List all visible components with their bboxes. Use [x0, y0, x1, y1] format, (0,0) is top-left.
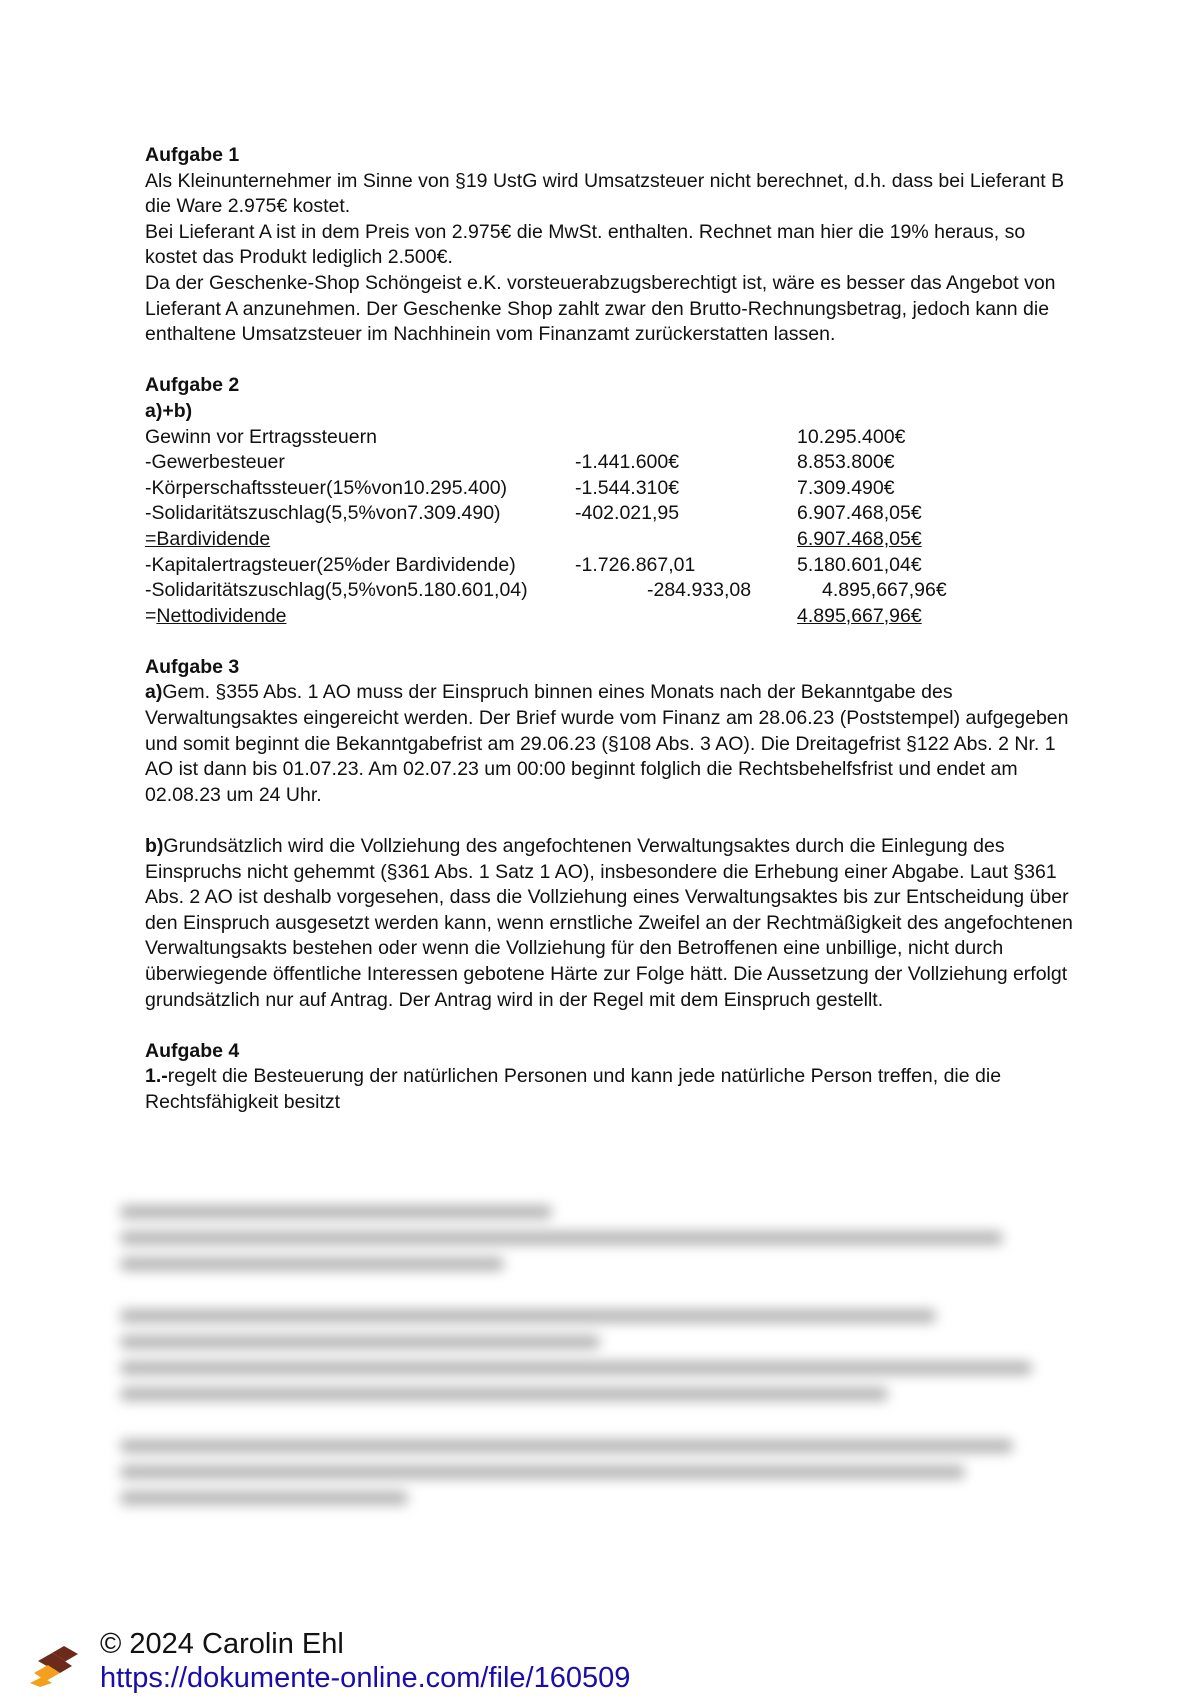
- aufgabe-1-text-1: Als Kleinunternehmer im Sinne von §19 UstG wird Umsatzsteuer nicht berechnet, d.h. dass bei Lieferant B die Ware 2.975€ kostet.: [145, 169, 1065, 218]
- calc-row: [145, 450, 1022, 476]
- blurred-preview-content: [120, 1205, 1080, 1585]
- calc-row: [145, 553, 1022, 579]
- calc-label: Gewinn vor Ertragssteuern: [145, 425, 377, 448]
- calc-label: =Bardividende: [145, 527, 271, 550]
- calc-result: 5.180.601,04€: [797, 553, 922, 576]
- calc-row: [145, 425, 1022, 451]
- calc-result: 10.295.400€: [797, 425, 906, 448]
- aufgabe-3a-text: Gem. §355 Abs. 1 AO muss der Einspruch binnen eines Monats nach der Bekanntgabe des Verwaltungsaktes eingereicht werden. Der Brief wurde vom Finanz am 28.06.23 (Poststempel) aufgegeben und somit beginnt die Bekanntgabefrist am 29.06.23 (§108 Abs. 3 AO). Die Dreitagefrist §122 Abs. 2 Nr. 1 AO ist dann bis 01.07.23. Am 02.07.23 um 00:00 beginnt folglich die Rechtsbehelfsfrist und endet am 02.08.23 um 24 Uhr.: [145, 681, 1069, 806]
- aufgabe-3a-label: a): [145, 681, 163, 704]
- aufgabe-1-text-3: Da der Geschenke-Shop Schöngeist e.K. vorsteuerabzugsberechtigt ist, wäre es besser das Angebot von Lieferant A anzunehmen. Der Geschenke Shop zahlt zwar den Brutto-Rechnungsbetrag, jedoch kann die enthaltene Umsatzsteuer im Nachhinein vom Finanzamt zurückerstatten lassen.: [145, 271, 1056, 346]
- calc-row: [145, 604, 1022, 630]
- aufgabe-3-section: [145, 655, 1075, 1013]
- aufgabe-3-heading: Aufgabe 3: [145, 655, 240, 678]
- aufgabe-3b-label: b): [145, 835, 164, 858]
- copyright-text: © 2024 Carolin Ehl: [100, 1628, 344, 1660]
- calc-result: 4.895,667,96€: [797, 604, 922, 627]
- calc-amount: -402.021,95: [575, 502, 680, 525]
- calc-amount: [575, 527, 797, 553]
- dokumente-online-logo-icon: [30, 1639, 84, 1687]
- aufgabe-4-section: [145, 1039, 1075, 1116]
- aufgabe-4-item-1-text: regelt die Besteuerung der natürlichen Personen und kann jede natürliche Person treffen, die die Rechtsfähigkeit besitzt: [145, 1065, 1002, 1113]
- calc-result: 4.895,667,96€: [822, 579, 947, 602]
- calc-label: -Solidaritätszuschlag(5,5%von5.180.601,04): [145, 579, 528, 602]
- calc-amount: -284.933,08: [647, 579, 752, 602]
- calc-label: -Kapitalertragsteuer(25%der Bardividende): [145, 553, 516, 576]
- aufgabe-2-section: [145, 373, 1075, 629]
- calc-result: 6.907.468,05€: [797, 527, 922, 550]
- document-body: [145, 143, 1075, 1116]
- aufgabe-1-heading: Aufgabe 1: [145, 144, 240, 166]
- calc-result: 7.309.490€: [797, 476, 895, 499]
- calc-result: 6.907.468,05€: [797, 502, 922, 525]
- aufgabe-1-section: [145, 143, 1075, 348]
- aufgabe-4-item-1: [145, 1064, 1075, 1115]
- calc-result: 8.853.800€: [797, 451, 895, 474]
- calc-row: [145, 578, 1022, 604]
- aufgabe-4-item-1-label: 1.-: [145, 1065, 168, 1088]
- aufgabe-3a-paragraph: [145, 680, 1075, 808]
- calc-label: -Gewerbesteuer: [145, 451, 285, 474]
- calc-label-prefix: =: [145, 604, 157, 627]
- calc-row: [145, 476, 1022, 502]
- aufgabe-4-heading: Aufgabe 4: [145, 1039, 240, 1062]
- calc-amount: -1.726.867,01: [575, 553, 696, 576]
- aufgabe-3b-paragraph: [145, 834, 1075, 1013]
- calc-amount: [575, 425, 797, 451]
- calc-label: -Solidaritätszuschlag(5,5%von7.309.490): [145, 502, 501, 525]
- source-link[interactable]: https://dokumente-online.com/file/160509: [100, 1662, 631, 1694]
- calc-amount: [575, 604, 797, 630]
- aufgabe-2-subheading: a)+b): [145, 399, 193, 422]
- calc-row: [145, 527, 1022, 553]
- calc-amount: -1.441.600€: [575, 451, 680, 474]
- calc-label: Nettodividende: [156, 604, 287, 627]
- dividend-calculation-table: [145, 425, 1022, 630]
- aufgabe-3b-text: Grundsätzlich wird die Vollziehung des angefochtenen Verwaltungsaktes durch die Einlegung des Einspruchs nicht gehemmt (§361 Abs. 1 Satz 1 AO), insbesondere die Erhebung einer Abgabe. Laut §361 Abs. 2 AO ist deshalb vorgesehen, dass die Vollziehung eines Verwaltungsaktes bis zur Entscheidung über den Einspruch ausgesetzt werden kann, wenn ernstliche Zweifel an der Rechtmäßigkeit des angefochtenen Verwaltungsakts bestehen oder wenn die Vollziehung für den Betroffenen eine unbillige, nicht durch überwiegende öffentliche Interessen gebotene Härte zur Folge hätt. Die Aussetzung der Vollziehung erfolgt grundsätzlich nur auf Antrag. Der Antrag wird in der Regel mit dem Einspruch gestellt.: [145, 835, 1073, 1011]
- calc-row: [145, 501, 1022, 527]
- calc-label: -Körperschaftssteuer(15%von10.295.400): [145, 476, 508, 499]
- calc-amount: -1.544.310€: [575, 476, 680, 499]
- aufgabe-2-heading: Aufgabe 2: [145, 374, 240, 397]
- aufgabe-1-text-2: Bei Lieferant A ist in dem Preis von 2.975€ die MwSt. enthalten. Rechnet man hier die 19% heraus, so kostet das Produkt lediglich 2.500€.: [145, 220, 1026, 269]
